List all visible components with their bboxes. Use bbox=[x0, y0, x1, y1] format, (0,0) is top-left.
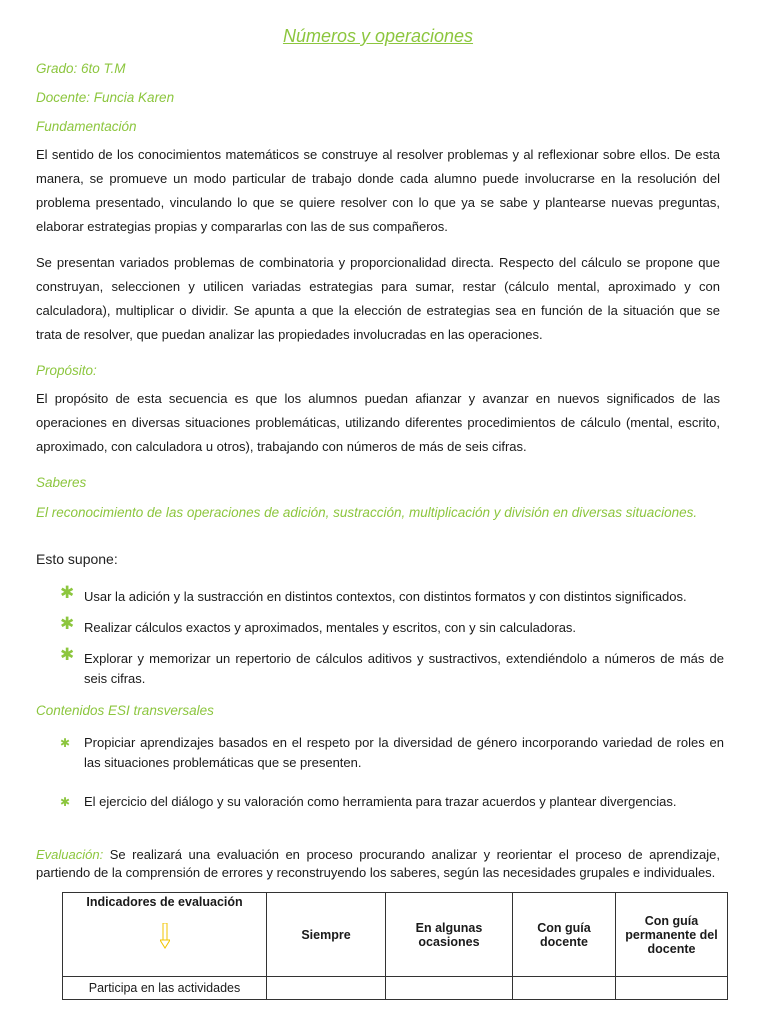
grado-label: Grado: 6to T.M bbox=[36, 61, 126, 76]
table-cell bbox=[386, 977, 513, 1000]
table-header-cell: Con guía docente bbox=[513, 893, 616, 977]
table-header-cell: Siempre bbox=[267, 893, 386, 977]
esi-list-item: ✱ El ejercicio del diálogo y su valoración como herramienta para trazar acuerdos y plantear divergencias. bbox=[60, 792, 724, 812]
saberes-list-item: ✱ Realizar cálculos exactos y aproximados, mentales y escritos, con y sin calculadoras. bbox=[60, 614, 577, 635]
saberes-list-item: ✱ Usar la adición y la sustracción en distintos contextos, con distintos formatos y con distintos significados. bbox=[60, 583, 687, 604]
saber-statement: El reconocimiento de las operaciones de adición, sustracción, multiplicación y división en diversas situaciones. bbox=[36, 505, 698, 520]
fundamentacion-paragraph-1: El sentido de los conocimientos matemáticos se construye al resolver problemas y al reflexionar sobre ellos. De esta manera, se promueve un modo particular de trabajo donde cada alumno puede involucrarse en la resolución del problema presentado, vinculando lo que se quiere resolver con lo que ya se sabe y plantearse nuevas preguntas, elaborar estrategias propias y compararlas con las de sus compañeros. bbox=[36, 147, 720, 234]
asterisk-bullet-icon: ✱ bbox=[60, 795, 71, 809]
table-cell bbox=[616, 977, 728, 1000]
table-header-cell: En algunas ocasiones bbox=[386, 893, 513, 977]
table-header-cell: Con guía permanente del docente bbox=[616, 893, 728, 977]
page-title: Números y operaciones bbox=[282, 26, 474, 46]
saberes-heading: Saberes bbox=[36, 475, 87, 490]
arrow-down-icon bbox=[160, 923, 170, 949]
indicadores-table bbox=[62, 892, 728, 1000]
proposito-heading: Propósito: bbox=[36, 363, 97, 378]
fundamentacion-paragraph-2: Se presentan variados problemas de combinatoria y proporcionalidad directa. Respecto del cálculo se propone que construyan, seleccionen y utilicen variadas estrategias para sumar, restar (cálculo mental, aproximado y con calculadora), multiplicar o dividir. Se apunta a que la elección de estrategias sea en función de la situación que se trata de resolver, que puedan analizar las propiedades involucradas en las operaciones. bbox=[36, 255, 720, 342]
docente-label: Docente: Funcia Karen bbox=[36, 90, 175, 105]
asterisk-bullet-icon: ✱ bbox=[60, 736, 71, 750]
esi-list-item: ✱ Propiciar aprendizajes basados en el respeto por la diversidad de género incorporando variedad de roles en las situaciones problemáticas que se presenten. bbox=[60, 735, 724, 770]
evaluacion-text: Se realizará una evaluación en proceso procurando analizar y reorientar el proceso de aprendizaje, partiendo de la comprensión de errores y reconstruyendo los saberes, según las necesidades grupales e individuales. bbox=[36, 847, 720, 880]
table-cell bbox=[513, 977, 616, 1000]
asterisk-bullet-icon: ✱ bbox=[60, 614, 75, 633]
table-cell bbox=[267, 977, 386, 1000]
asterisk-bullet-icon: ✱ bbox=[60, 583, 75, 602]
esto-supone-label: Esto supone: bbox=[36, 551, 118, 567]
evaluacion-paragraph bbox=[36, 846, 720, 882]
evaluacion-label: Evaluación: bbox=[36, 847, 104, 862]
fundamentacion-heading: Fundamentación bbox=[36, 119, 137, 134]
table-cell: Participa en las actividades bbox=[63, 977, 267, 1000]
saberes-list-item: ✱ Explorar y memorizar un repertorio de cálculos aditivos y sustractivos, extendiéndolo a números de más de seis cifras. bbox=[60, 645, 724, 686]
proposito-paragraph: El propósito de esta secuencia es que los alumnos puedan afianzar y avanzar en nuevos significados de las operaciones en diversas situaciones problemáticas, utilizando diferentes procedimientos de cálculo (mental, escrito, aproximado, con calculadora u otros), trabajando con números de más de seis cifras. bbox=[36, 391, 720, 454]
table-row bbox=[63, 977, 728, 1000]
table-header-row bbox=[63, 893, 728, 977]
esi-heading: Contenidos ESI transversales bbox=[36, 703, 214, 718]
asterisk-bullet-icon: ✱ bbox=[60, 645, 75, 664]
table-header-cell: Indicadores de evaluación bbox=[63, 893, 267, 977]
